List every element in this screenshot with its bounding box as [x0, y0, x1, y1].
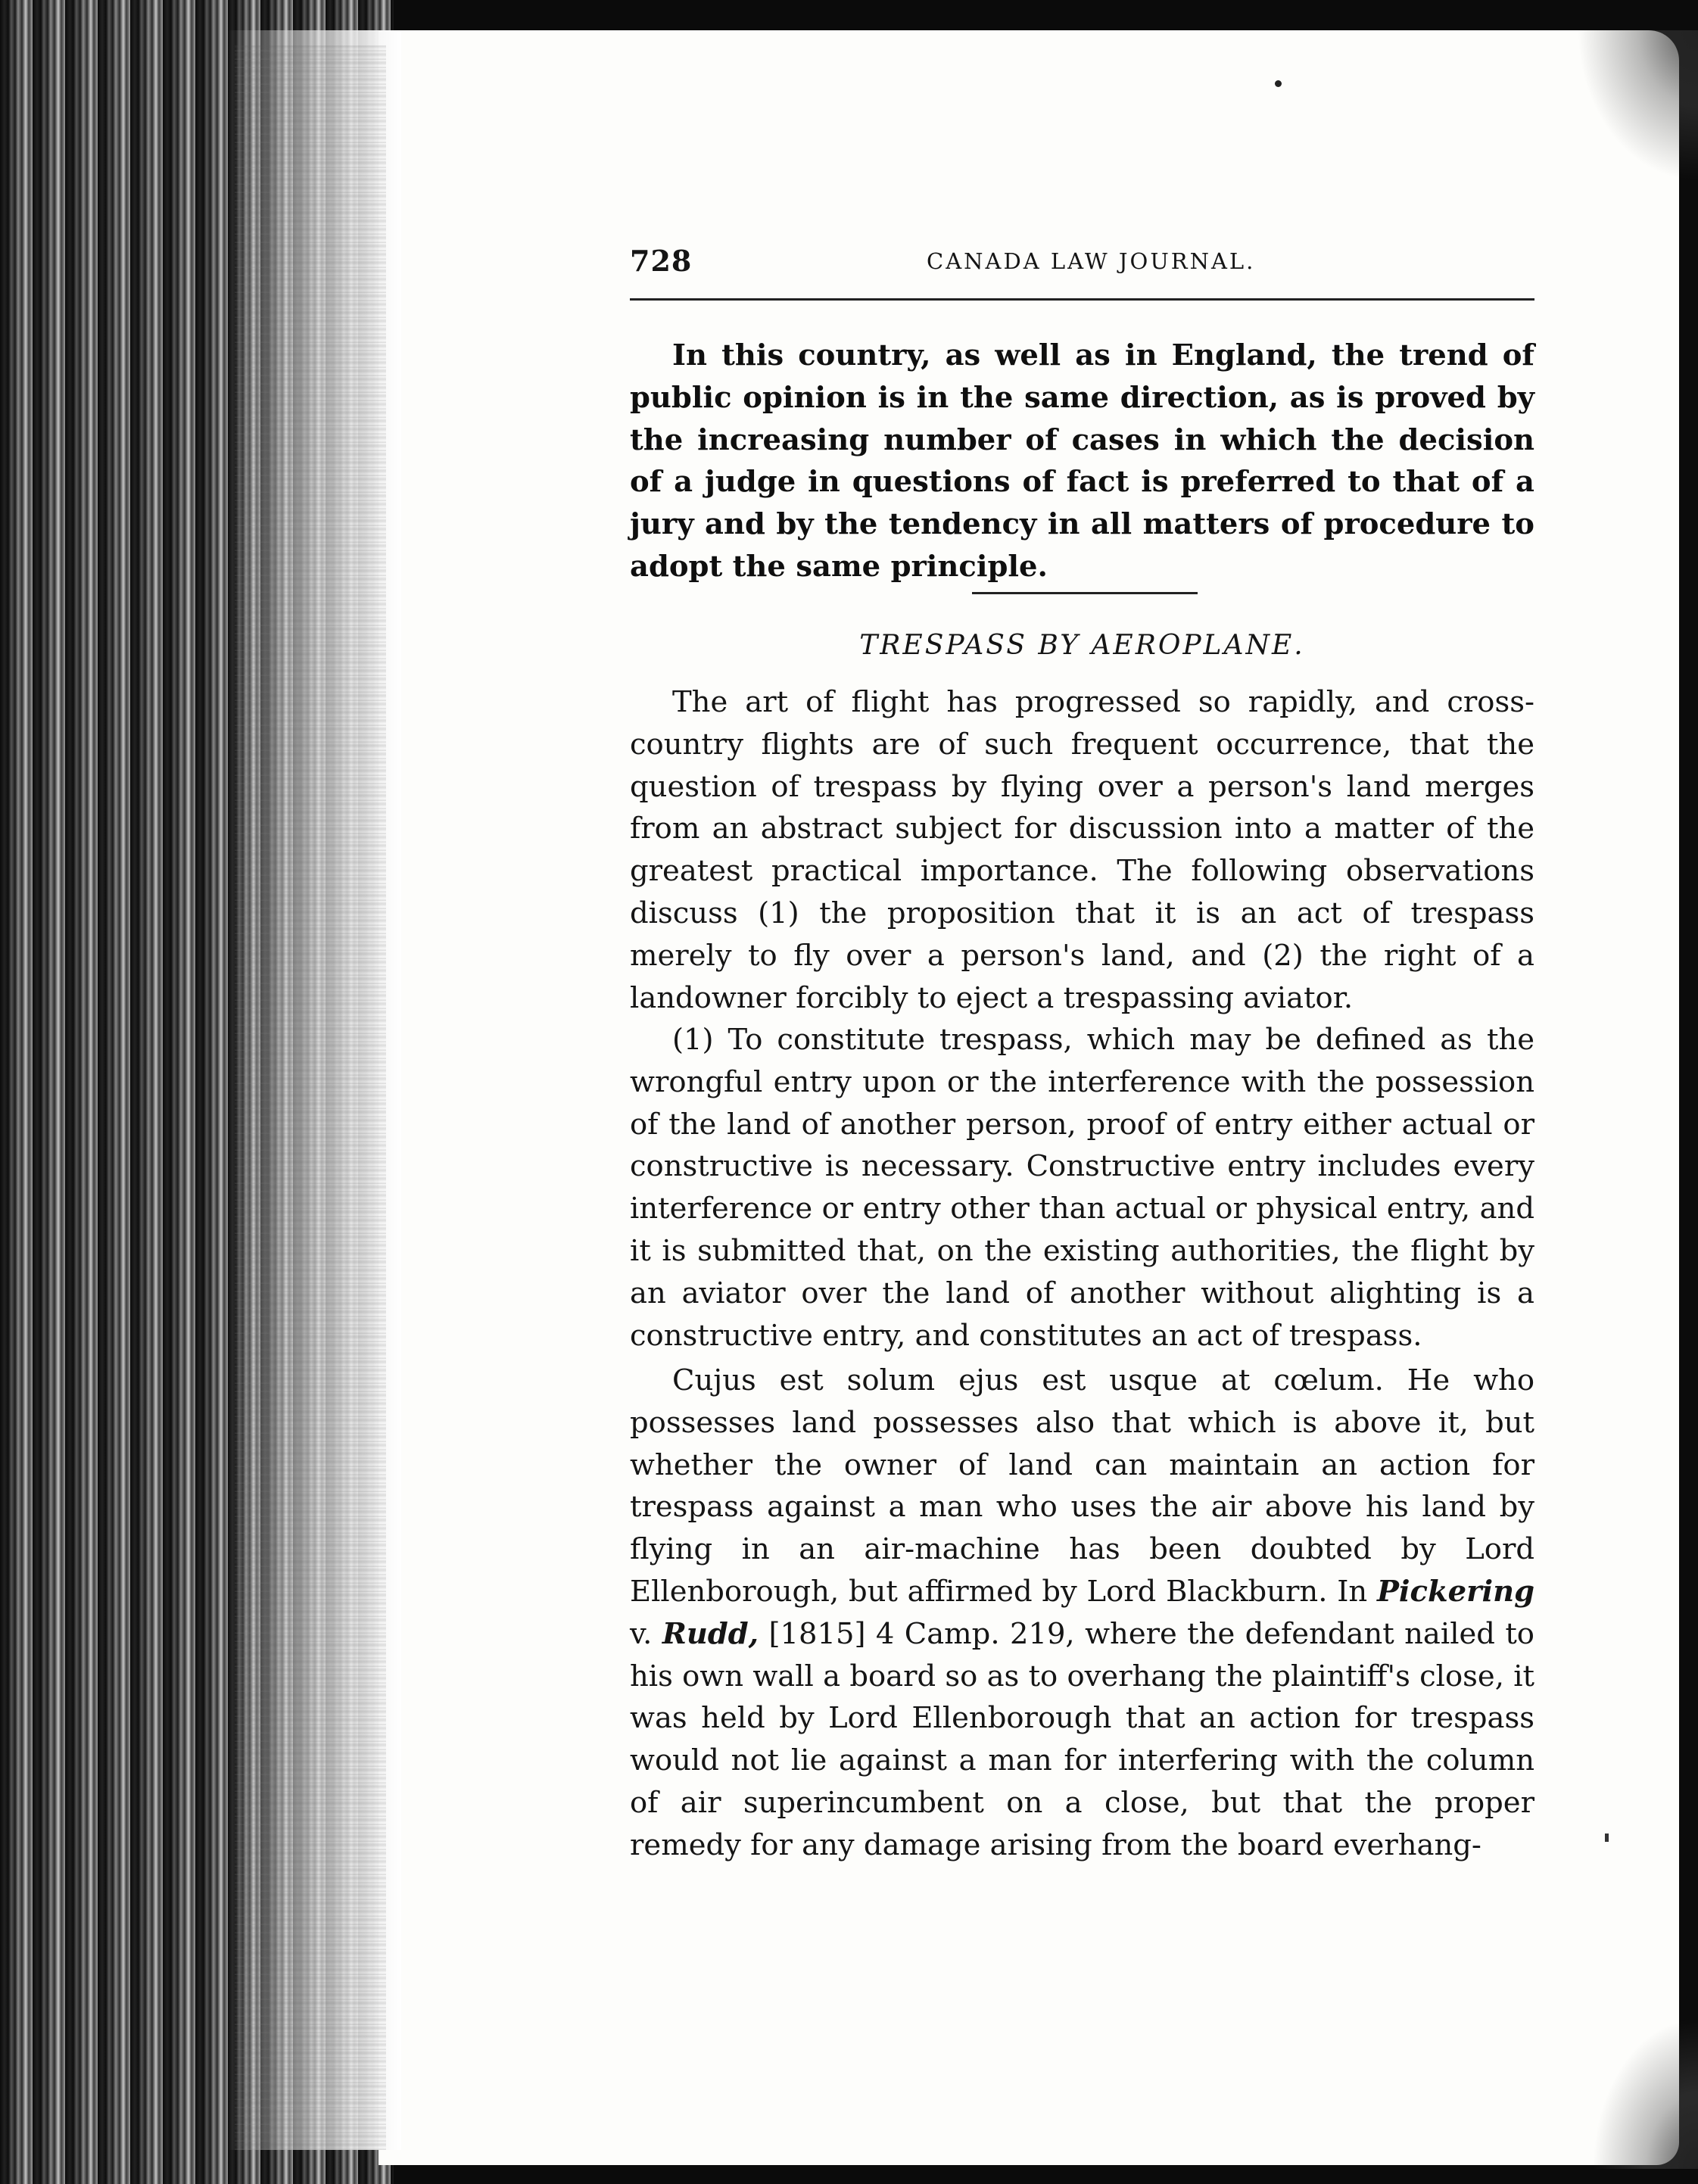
case-versus: v. [630, 1616, 662, 1651]
running-head [630, 244, 1534, 289]
page-number: 728 [630, 244, 693, 278]
section-paragraph-1: The art of flight has progressed so rapidly, and cross-country flights are of such frequent occurrence, that the question of trespass by flying over a person's land merges from an abstract subject for discussion into a matter of the greatest practical importance. The following observations discuss (1) the proposition that it is an act of trespass merely to fly over a person's land, and (2) the right of a landowner forcibly to eject a trespassing aviator. [630, 685, 1534, 1015]
ink-speck [1275, 80, 1282, 87]
section-paragraph-2: (1) To constitute trespass, which may be defined as the wrongful entry upon or the interference with the possession of the land of another person, proof of entry either actual or constructive is necessary. Constructive entry includes every interference or entry other than actual or physical entry, and it is submitted that, on the existing authorities, the flight by an aviator over the land of another without alighting is a constructive entry, and constitutes an act of trespass. [630, 1023, 1534, 1353]
section-title: TRESPASS BY AEROPLANE. [859, 630, 1305, 661]
paragraph-3-start: Cujus est solum ejus est usque at cœlum. He who possesses land possesses also that which is above it, but whether the owner of land can maintain an action for trespass against a man who uses the air above his land by flying in an air-machine has been doubted by Lord Ellenborough, but affirmed by Lord Blackburn. In [630, 1363, 1534, 1609]
corner-shadow-top-right [1577, 30, 1698, 182]
corner-shadow-bottom-right [1592, 2017, 1698, 2169]
case-name-defendant: Rudd, [662, 1616, 759, 1651]
header-rule [630, 298, 1534, 301]
paragraph-3-end: [1815] 4 Camp. 219, where the defendant nailed to his own wall a board so as to overhang the plaintiff's close, it was held by Lord Ellenborough that an action for trespass would not lie against a man for interfering with the column of air superincumbent on a close, but that the proper remedy for any damage arising from the board everhang- [630, 1616, 1534, 1862]
journal-title: CANADA LAW JOURNAL. [927, 248, 1256, 274]
section-paragraph-3 [630, 1360, 1534, 1867]
section-divider [972, 592, 1198, 594]
ink-speck-margin [1605, 1834, 1609, 1842]
gutter-texture [235, 45, 386, 2150]
case-name-plaintiff: Pickering [1376, 1574, 1534, 1609]
intro-paragraph: In this country, as well as in England, the trend of public opinion is in the same direction, as is proved by the increasing number of cases in which the decision of a judge in questions of fact is preferred to that of a jury and by the tendency in all matters of procedure to adopt the same principle. [630, 338, 1534, 584]
